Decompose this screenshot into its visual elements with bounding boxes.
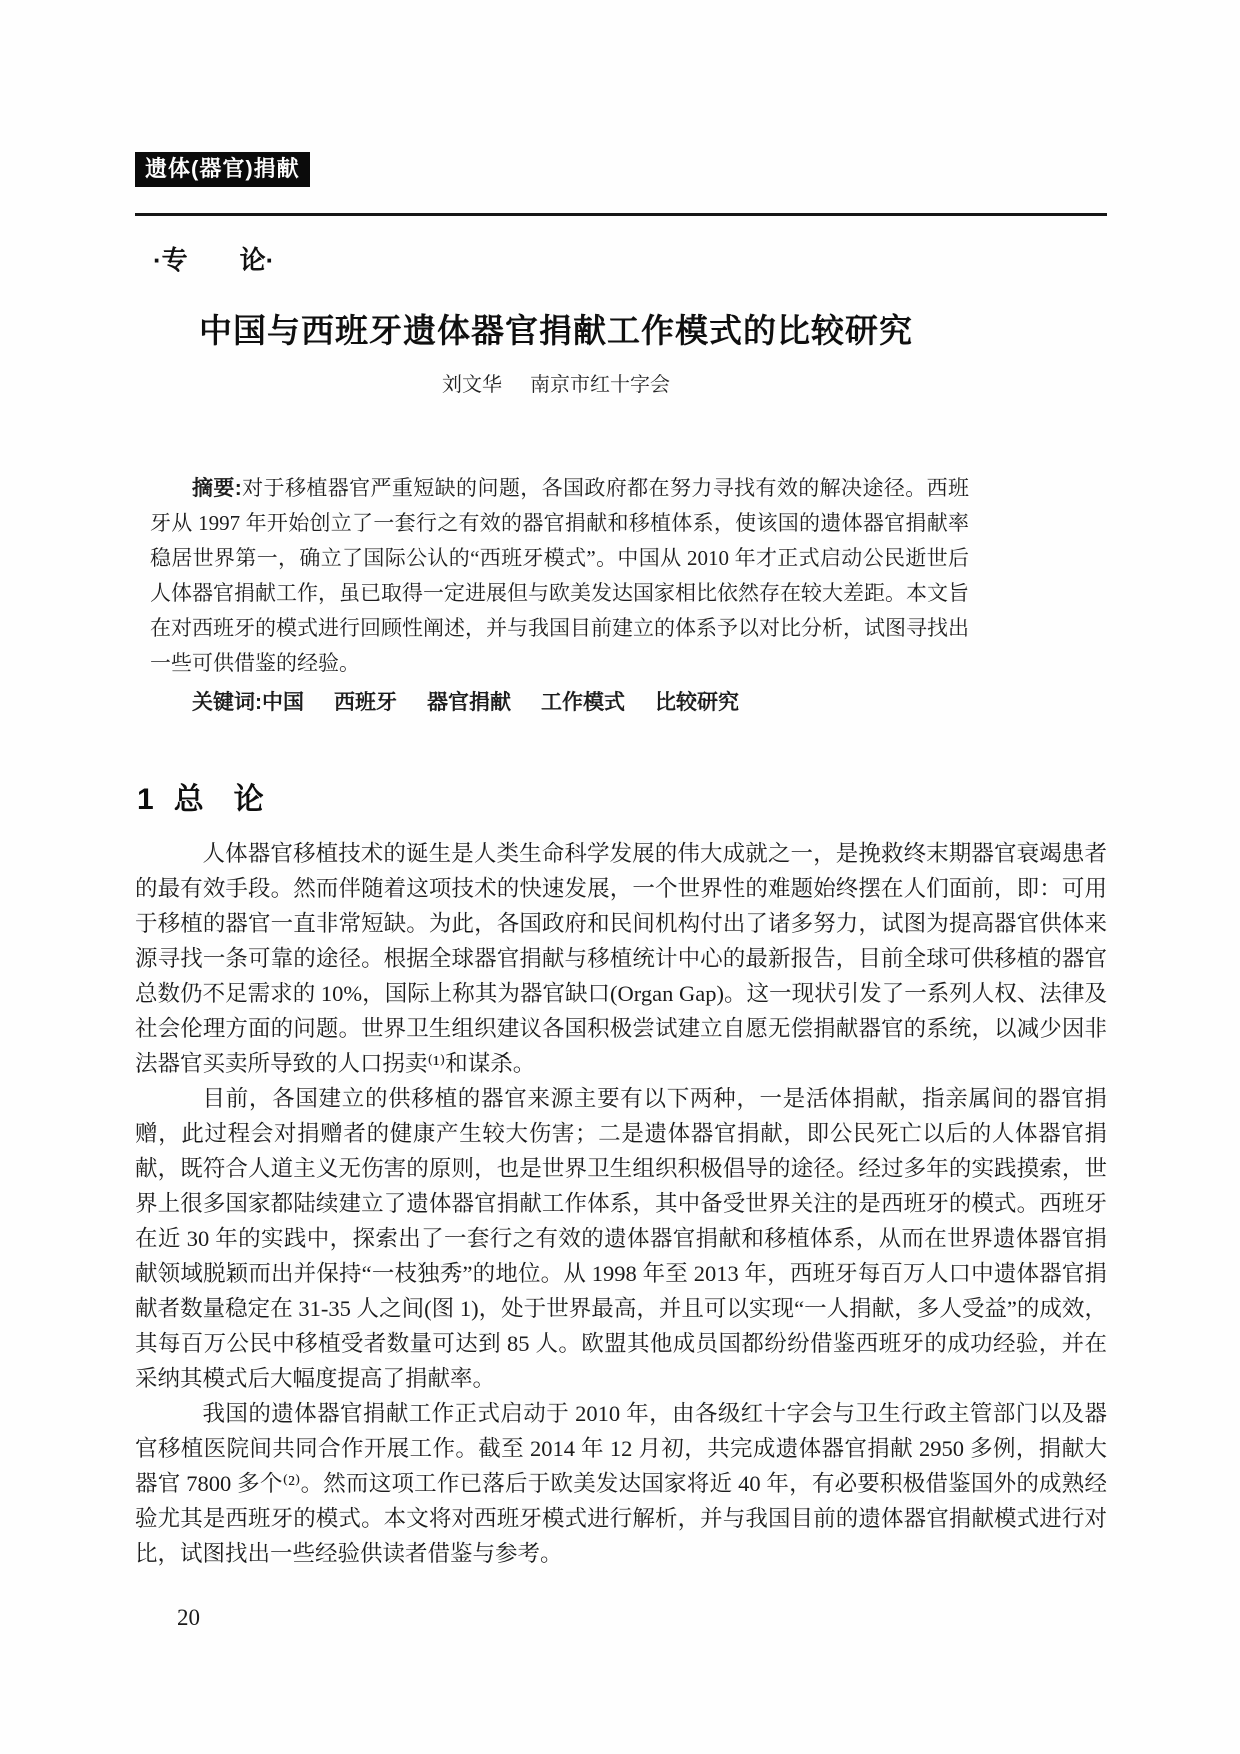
keyword-item: 工作模式 bbox=[541, 691, 625, 714]
body-paragraph: 目前，各国建立的供移植的器官来源主要有以下两种，一是活体捐献，指亲属间的器官捐赠，此过程会对捐赠者的健康产生较大伤害；二是遗体器官捐献，即公民死亡以后的人体器官捐献，既符合人道主义无伤害的原则，也是世界卫生组织积极倡导的途径。经过多年的实践摸索，世界上很多国家都陆续建立了遗体器官捐献工作体系，其中备受世界关注的是西班牙的模式。西班牙在近 30 年的实践中，探索出了一套行之有效的遗体器官捐献和移植体系，从而在世界遗体器官捐献领域脱颖而出并保持“一枝独秀”的地位。从 1998 年至 2013 年，西班牙每百万人口中遗体器官捐献者数量稳定在 31-35 人之间(图 1)，处于世界最高，并且可以实现“一人捐献，多人受益”的成效，其每百万公民中移植受者数量可达到 85 人。欧盟其他成员国都纷纷借鉴西班牙的成功经验，并在采纳其模式后大幅度提高了捐献率。 bbox=[135, 1086, 1107, 1391]
category-badge: 遗体(器官)捐献 bbox=[135, 152, 310, 187]
keyword-item: 西班牙 bbox=[334, 691, 397, 714]
section-number: 1 bbox=[137, 783, 154, 816]
abstract-label: 摘要: bbox=[192, 477, 242, 500]
section-body bbox=[135, 836, 1107, 1571]
body-paragraph: 人体器官移植技术的诞生是人类生命科学发展的伟大成就之一，是挽救终末期器官衰竭患者的最有效手段。然而伴随着这项技术的快速发展，一个世界性的难题始终摆在人们面前，即：可用于移植的器官一直非常短缺。为此，各国政府和民间机构付出了诸多努力，试图为提高器官供体来源寻找一条可靠的途径。根据全球器官捐献与移植统计中心的最新报告，目前全球可供移植的器官总数仍不足需求的 10%，国际上称其为器官缺口(Organ Gap)。这一现状引发了一系列人权、法律及社会伦理方面的问题。世界卫生组织建议各国积极尝试建立自愿无偿捐献器官的系统，以减少因非法器官买卖所导致的人口拐卖⁽¹⁾和谋杀。 bbox=[135, 841, 1107, 1076]
abstract-block bbox=[150, 471, 969, 720]
author-name: 刘文华 bbox=[442, 374, 502, 396]
page-number: 20 bbox=[177, 1605, 200, 1630]
keywords-line bbox=[150, 685, 969, 720]
article-title: 中国与西班牙遗体器官捐献工作模式的比较研究 bbox=[199, 312, 913, 349]
body-paragraph: 我国的遗体器官捐献工作正式启动于 2010 年，由各级红十字会与卫生行政主管部门以及器官移植医院间共同合作开展工作。截至 2014 年 12 月初，共完成遗体器官捐献 2950 多例，捐献大器官 7800 多个⁽²⁾。然而这项工作已落后于欧美发达国家将近 40 年，有必要积极借鉴国外的成熟经验尤其是西班牙的模式。本文将对西班牙模式进行解析，并与我国目前的遗体器官捐献模式进行对比，试图找出一些经验供读者借鉴与参考。 bbox=[135, 1401, 1107, 1566]
keyword-item: 比较研究 bbox=[655, 691, 739, 714]
header-rule bbox=[135, 213, 1107, 216]
section-title: 总 论 bbox=[173, 783, 264, 816]
abstract-paragraph bbox=[150, 471, 969, 681]
keyword-item: 中国 bbox=[262, 691, 304, 714]
section-heading bbox=[137, 774, 1107, 818]
column-type-label: ·专 论· bbox=[153, 245, 275, 275]
keyword-item: 器官捐献 bbox=[427, 691, 511, 714]
byline bbox=[135, 368, 977, 397]
keywords-label: 关键词: bbox=[192, 691, 262, 714]
abstract-text: 对于移植器官严重短缺的问题，各国政府都在努力寻找有效的解决途径。西班牙从 1997 年开始创立了一套行之有效的器官捐献和移植体系，使该国的遗体器官捐献率稳居世界第一，确立了国际公认的“西班牙模式”。中国从 2010 年才正式启动公民逝世后人体器官捐献工作，虽已取得一定进展但与欧美发达国家相比依然存在较大差距。本文旨在对西班牙的模式进行回顾性阐述，并与我国目前建立的体系予以对比分析，试图寻找出一些可供借鉴的经验。 bbox=[150, 476, 970, 675]
author-affiliation: 南京市红十字会 bbox=[530, 374, 670, 396]
